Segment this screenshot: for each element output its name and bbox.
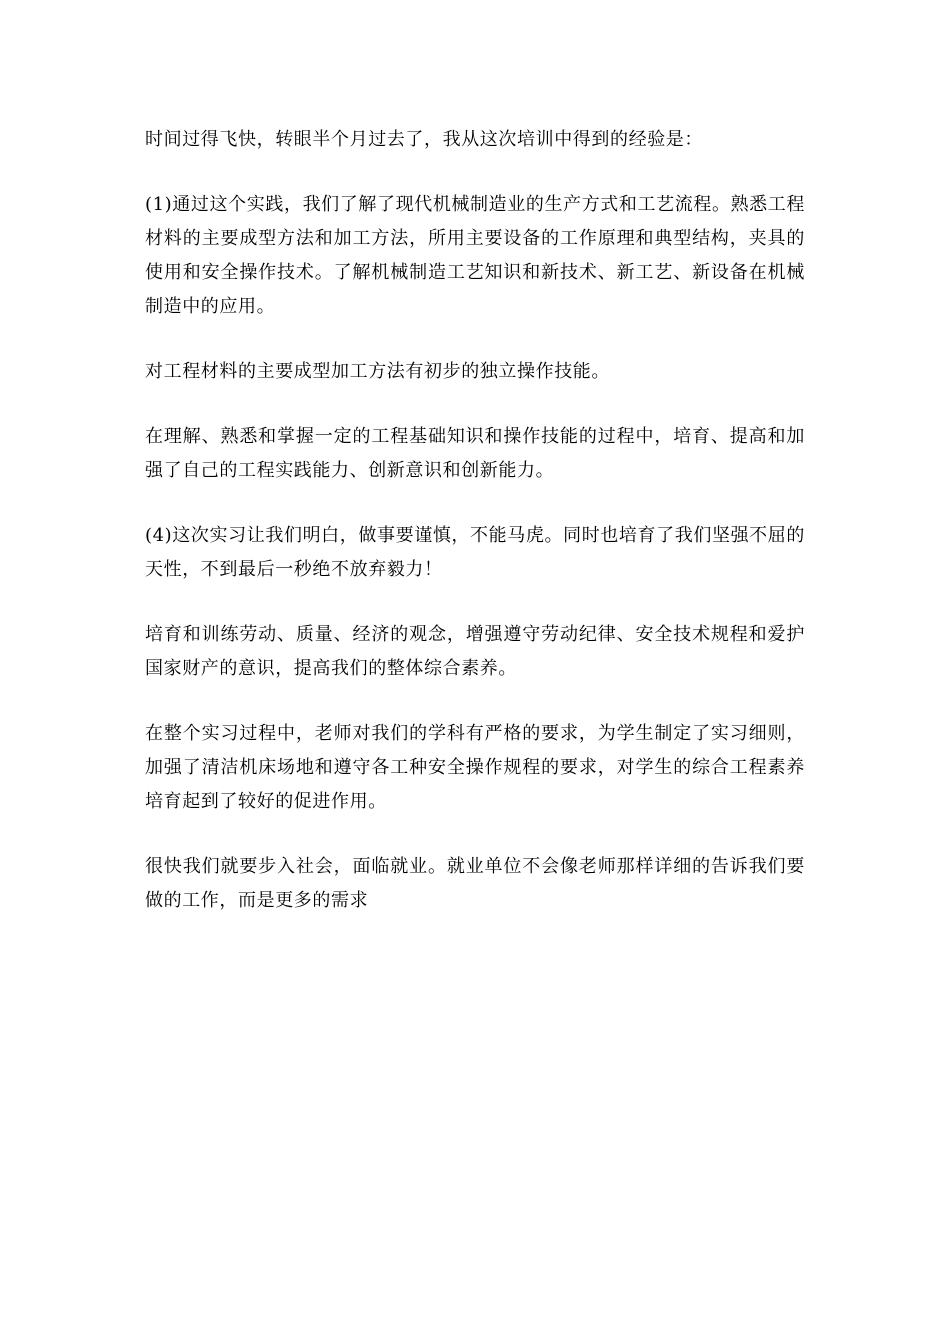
paragraph-8: 很快我们就要步入社会，面临就业。就业单位不会像老师那样详细的告诉我们要做的工作，而是更多的需求 (145, 856, 805, 911)
paragraph-2: (1)通过这个实践，我们了解了现代机械制造业的生产方式和工艺流程。熟悉工程材料的主要成型方法和加工方法，所用主要设备的工作原理和典型结构，夹具的使用和安全操作技术。了解机械制造工艺知识和新技术、新工艺、新设备在机械制造中的应用。 (145, 194, 805, 317)
paragraph-4: 在理解、熟悉和掌握一定的工程基础知识和操作技能的过程中，培育、提高和加强了自己的工程实践能力、创新意识和创新能力。 (145, 426, 805, 481)
paragraph-1: 时间过得飞快，转眼半个月过去了，我从这次培训中得到的经验是： (145, 129, 703, 150)
paragraph-5: (4)这次实习让我们明白，做事要谨慎，不能马虎。同时也培育了我们坚强不屈的天性，不到最后一秒绝不放弃毅力！ (145, 525, 805, 580)
document-body (145, 123, 805, 949)
paragraph-6: 培育和训练劳动、质量、经济的观念，增强遵守劳动纪律、安全技术规程和爱护国家财产的意识，提高我们的整体综合素养。 (145, 624, 805, 679)
paragraph-7: 在整个实习过程中，老师对我们的学科有严格的要求，为学生制定了实习细则，加强了清洁机床场地和遵守各工种安全操作规程的要求，对学生的综合工程素养培育起到了较好的促进作用。 (145, 723, 805, 812)
paragraph-3: 对工程材料的主要成型加工方法有初步的独立操作技能。 (145, 361, 610, 382)
